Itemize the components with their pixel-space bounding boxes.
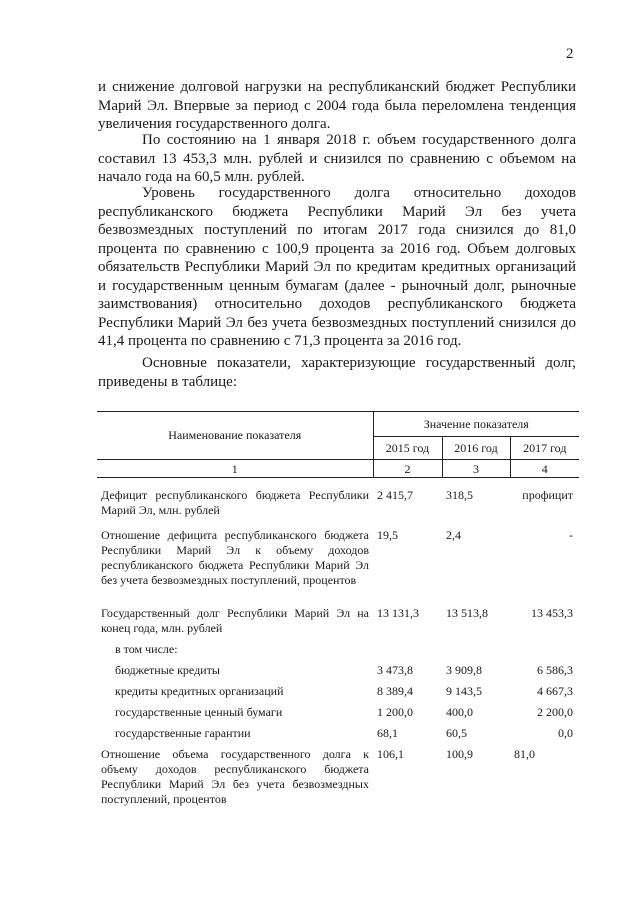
value-2016: 100,9 bbox=[446, 747, 473, 761]
value-2015: 106,1 bbox=[377, 747, 404, 761]
paragraph-2 bbox=[98, 131, 576, 187]
header-year-2016: 2016 год bbox=[442, 437, 510, 460]
paragraph-text: Уровень государственного долга относительно доходов республиканского бюджета Республики Марий Эл без учета безвозмездных поступлений по итогам 2017 года снизился до 81,0 процента по сравнению с 100,9 процента за 2016 год. Объем долговых обязательств Республики Марий Эл по кредитам кредитных организаций и государственным ценным бумагам (далее - рыночный долг, рыночные заимствования) относительно доходов республиканского бюджета Республики Марий Эл без учета безвозмездных поступлений снизился до 41,4 процента по сравнению с 71,3 процента за 2016 год. bbox=[98, 185, 576, 349]
header-year-2015: 2015 год bbox=[373, 437, 442, 460]
value-2015 bbox=[373, 642, 442, 657]
value-2016: 13 513,8 bbox=[446, 606, 488, 620]
value-2015: 2 415,7 bbox=[377, 488, 413, 502]
header-year-2017: 2017 год bbox=[510, 437, 579, 460]
value-2015: 68,1 bbox=[377, 726, 398, 740]
row-name: кредиты кредитных организаций bbox=[115, 684, 284, 698]
table-row bbox=[97, 684, 579, 699]
table-row bbox=[97, 726, 579, 741]
value-2015: 19,5 bbox=[377, 528, 398, 542]
row-name: бюджетные кредиты bbox=[115, 663, 220, 677]
value-2015: 13 131,3 bbox=[377, 606, 419, 620]
table-row bbox=[97, 663, 579, 678]
column-number: 2 bbox=[373, 460, 442, 478]
paragraph-4 bbox=[98, 354, 576, 391]
table-row bbox=[97, 528, 579, 588]
value-2017: 2 200,0 bbox=[537, 705, 574, 719]
value-2016: 9 143,5 bbox=[446, 684, 482, 698]
row-name: Дефицит республиканского бюджета Республики Марий Эл, млн. рублей bbox=[101, 488, 369, 517]
value-2017: 4 667,3 bbox=[537, 684, 574, 698]
row-name: Отношение объема государственного долга к объему доходов республиканского бюджета Республики Марий Эл без учета безвозмездных поступлений, процентов bbox=[101, 747, 369, 806]
value-2016: 3 909,8 bbox=[446, 663, 482, 677]
paragraph-3 bbox=[98, 184, 576, 351]
row-name: государственные ценный бумаги bbox=[115, 705, 283, 719]
indicators-table bbox=[97, 411, 579, 807]
value-2016: 2,4 bbox=[446, 528, 461, 542]
table-row bbox=[97, 642, 579, 657]
paragraph-text: Основные показатели, характеризующие государственный долг, приведены в таблице: bbox=[98, 355, 576, 390]
row-name: Государственный долг Республики Марий Эл на конец года, млн. рублей bbox=[101, 606, 369, 635]
table-row bbox=[97, 606, 579, 636]
value-2017: 13 453,3 bbox=[531, 606, 574, 620]
paragraph-1 bbox=[98, 78, 576, 134]
row-name: Отношение дефицита республиканского бюджета Республики Марий Эл к объему доходов республиканского бюджета Республики Марий Эл без учета безвозмездных поступлений, процентов bbox=[101, 528, 369, 587]
value-2016 bbox=[442, 642, 510, 657]
value-2017: 0,0 bbox=[558, 726, 574, 740]
value-2016: 400,0 bbox=[446, 705, 473, 719]
header-name: Наименование показателя bbox=[97, 412, 373, 460]
column-number: 4 bbox=[510, 460, 579, 478]
header-value: Значение показателя bbox=[373, 412, 579, 437]
value-2016: 318,5 bbox=[446, 488, 473, 502]
value-2015: 1 200,0 bbox=[377, 705, 413, 719]
table-row bbox=[97, 747, 579, 807]
page-number: 2 bbox=[566, 46, 574, 62]
value-2017 bbox=[510, 642, 579, 657]
row-name: в том числе: bbox=[115, 642, 178, 656]
column-number: 3 bbox=[442, 460, 510, 478]
value-2017: 81,0 bbox=[514, 747, 535, 761]
column-number: 1 bbox=[97, 460, 373, 478]
value-2017: 6 586,3 bbox=[537, 663, 574, 677]
row-name: государственные гарантии bbox=[115, 726, 251, 740]
value-2015: 8 389,4 bbox=[377, 684, 413, 698]
paragraph-text: По состоянию на 1 января 2018 г. объем государственного долга составил 13 453,3 млн. рублей и снизился по сравнению с объемом на начало года на 60,5 млн. рублей. bbox=[98, 132, 576, 185]
table-row bbox=[97, 488, 579, 518]
paragraph-text: и снижение долговой нагрузки на республиканский бюджет Республики Марий Эл. Впервые за период с 2004 года была переломлена тенденция увеличения государственного долга. bbox=[98, 79, 576, 132]
value-2017: профицит bbox=[522, 488, 574, 502]
value-2017: - bbox=[569, 528, 574, 542]
table-row bbox=[97, 705, 579, 720]
value-2015: 3 473,8 bbox=[377, 663, 413, 677]
value-2016: 60,5 bbox=[446, 726, 467, 740]
